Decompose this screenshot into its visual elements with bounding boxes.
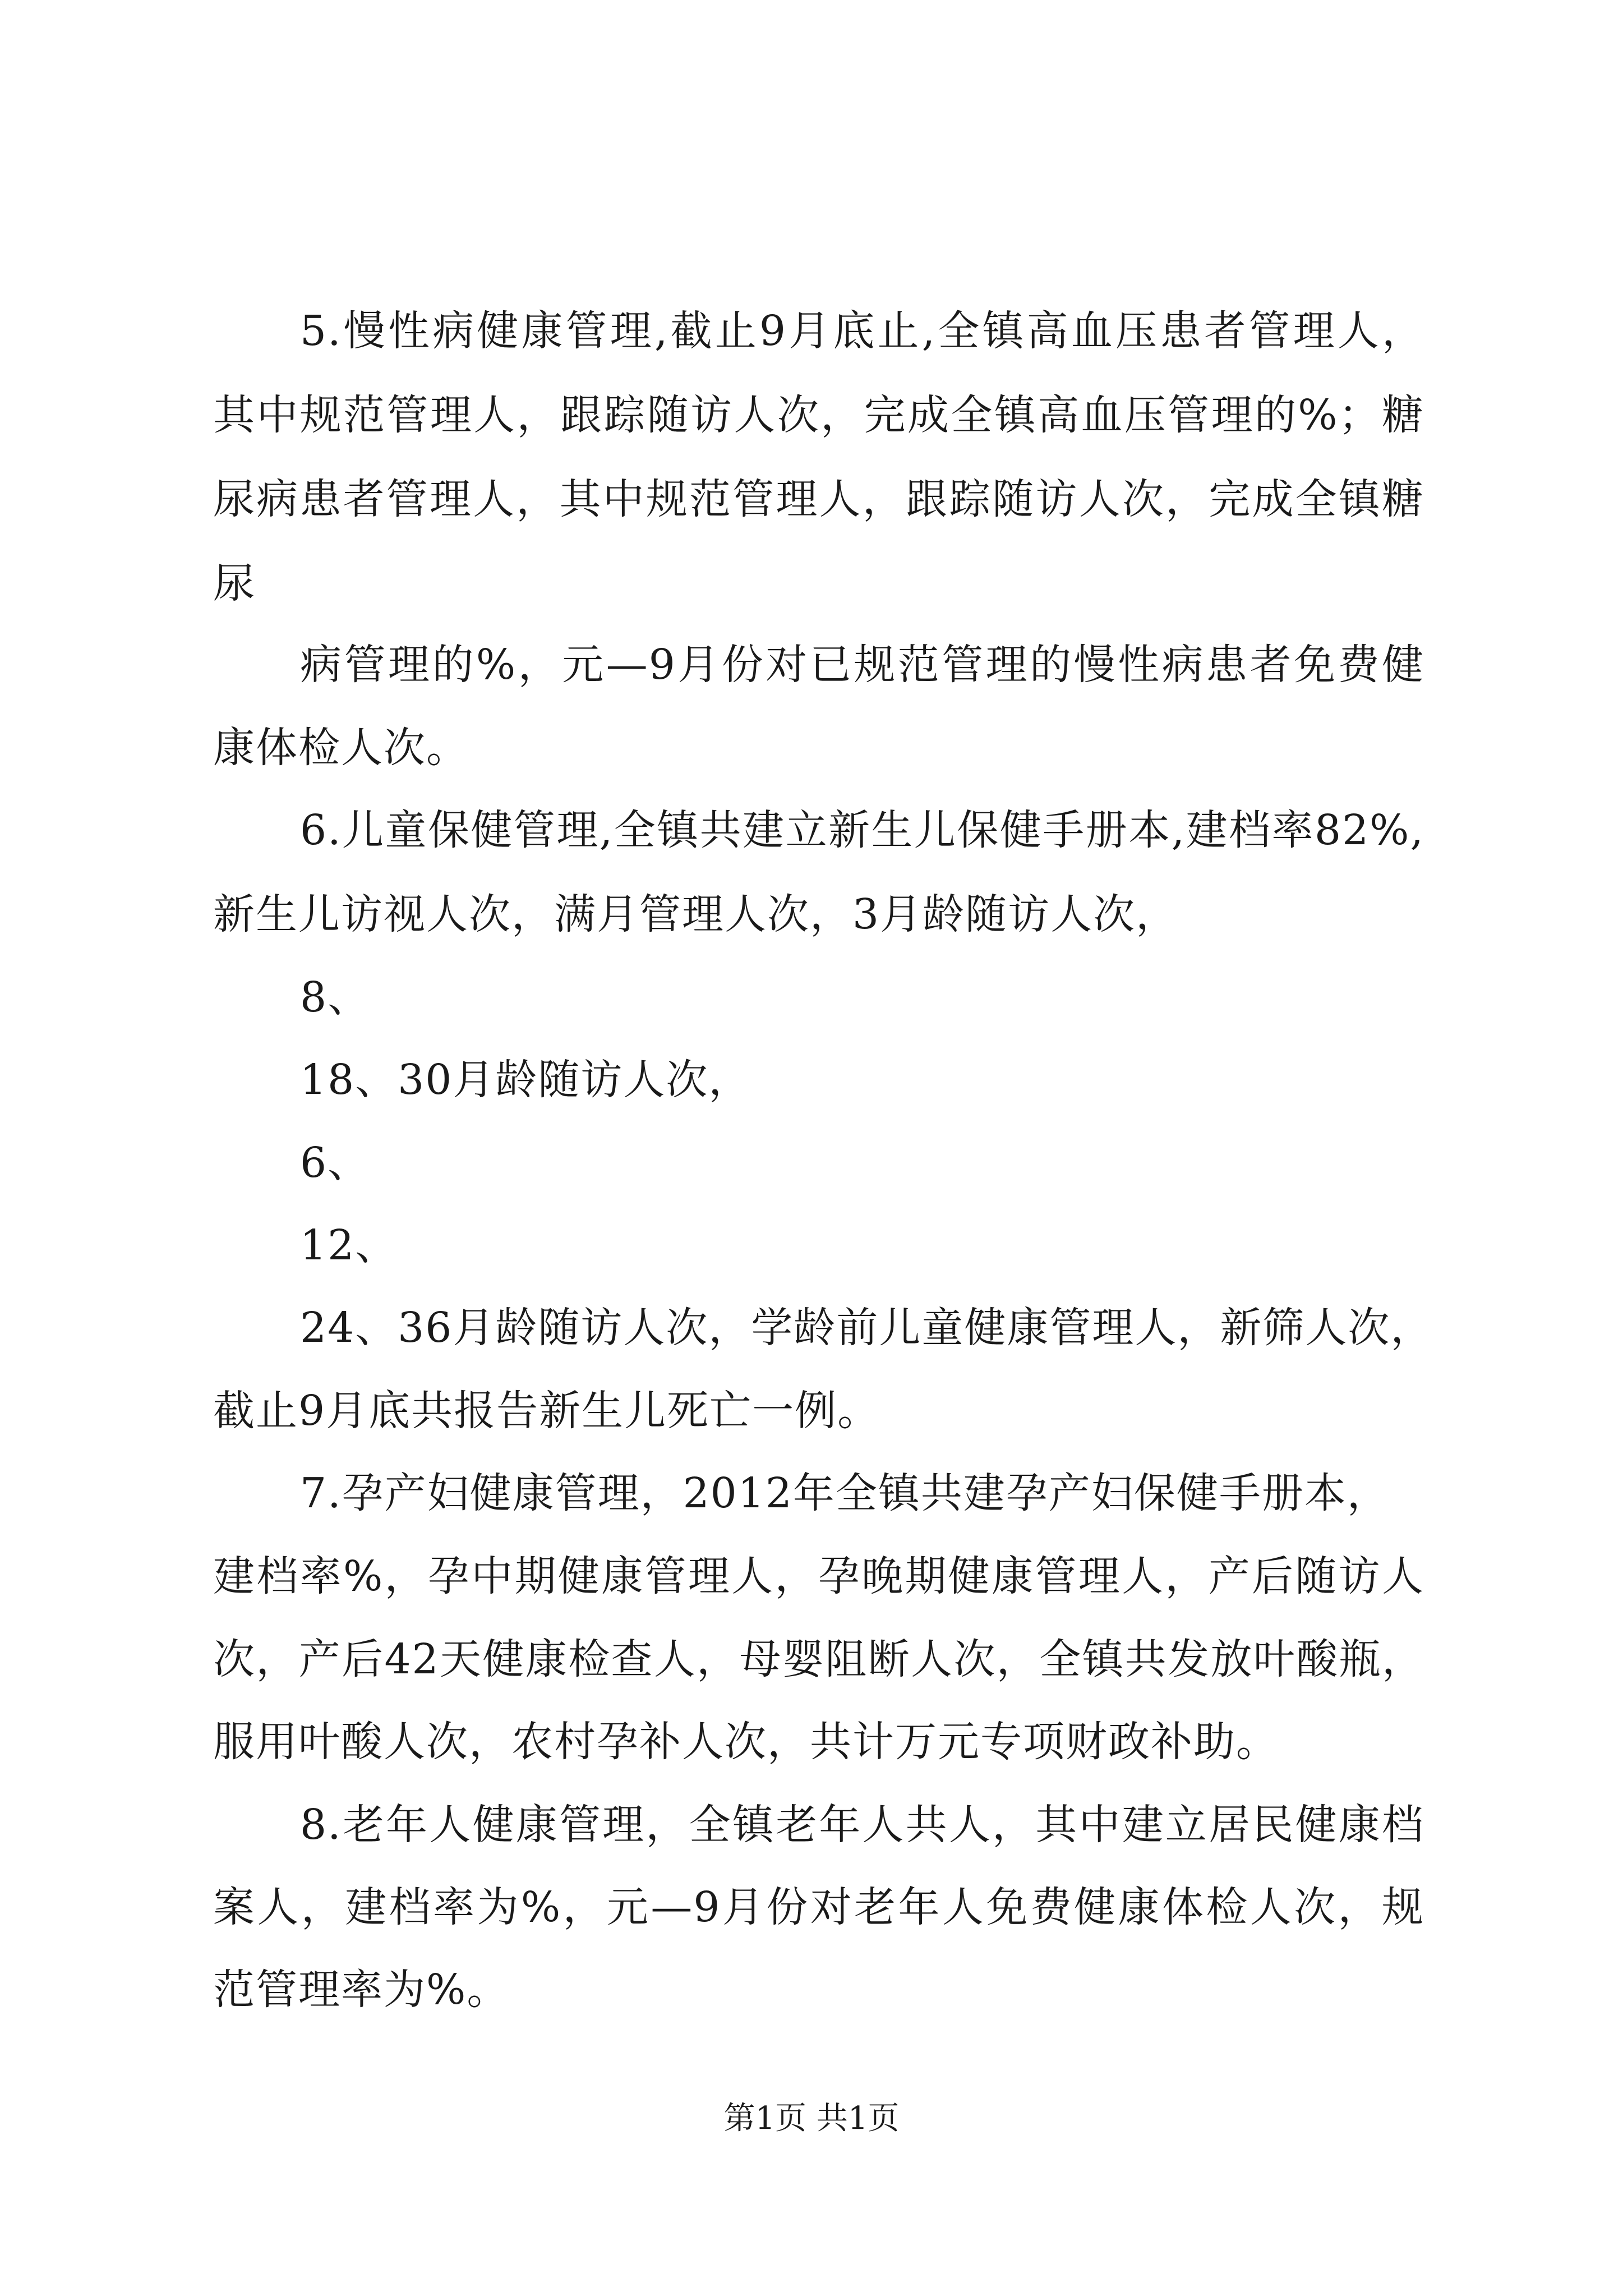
paragraph-line: 5.慢性病健康管理,截止9月底止,全镇高血压患者管理人，	[300, 307, 1424, 355]
paragraph-line: 服用叶酸人次，农村孕补人次，共计万元专项财政补助。	[213, 1718, 1279, 1766]
paragraph-line: 6、	[300, 1139, 371, 1187]
paragraph-line: 18、30月龄随访人次，	[300, 1056, 751, 1104]
paragraph-line: 案人，建档率为%，元—9月份对老年人免费健康体检人次，规	[213, 1883, 1424, 1931]
paragraph-line: 12、	[300, 1221, 398, 1269]
paragraph-line: 范管理率为%。	[213, 1966, 510, 2014]
paragraph-line: 8.老年人健康管理，全镇老年人共人，其中建立居民健康档	[300, 1801, 1424, 1849]
paragraph-line: 截止9月底共报告新生儿死亡一例。	[213, 1387, 880, 1435]
paragraph-line: 尿	[213, 559, 256, 608]
paragraph-line: 康体检人次。	[213, 724, 469, 772]
page-footer: 第1页 共1页	[723, 2100, 900, 2137]
paragraph-line: 建档率%，孕中期健康管理人，孕晚期健康管理人，产后随访人	[213, 1552, 1424, 1600]
paragraph-line: 6.儿童保健管理,全镇共建立新生儿保健手册本,建档率82%,	[300, 806, 1424, 854]
paragraph-line: 新生儿访视人次，满月管理人次，3月龄随访人次，	[213, 890, 1179, 938]
paragraph-line: 24、36月龄随访人次，学龄前儿童健康管理人，新筛人次，	[300, 1304, 1433, 1352]
paragraph-line: 其中规范管理人，跟踪随访人次，完成全镇高血压管理的%；糖	[213, 391, 1424, 439]
paragraph-line: 8、	[300, 973, 371, 1022]
paragraph-line: 病管理的%，元—9月份对已规范管理的慢性病患者免费健	[300, 641, 1424, 689]
paragraph-line: 尿病患者管理人，其中规范管理人，跟踪随访人次，完成全镇糖	[213, 475, 1424, 523]
paragraph-line: 7.孕产妇健康管理，2012年全镇共建孕产妇保健手册本，	[300, 1469, 1390, 1517]
paragraph-line: 次，产后42天健康检查人，母婴阻断人次，全镇共发放叶酸瓶，	[213, 1635, 1424, 1683]
